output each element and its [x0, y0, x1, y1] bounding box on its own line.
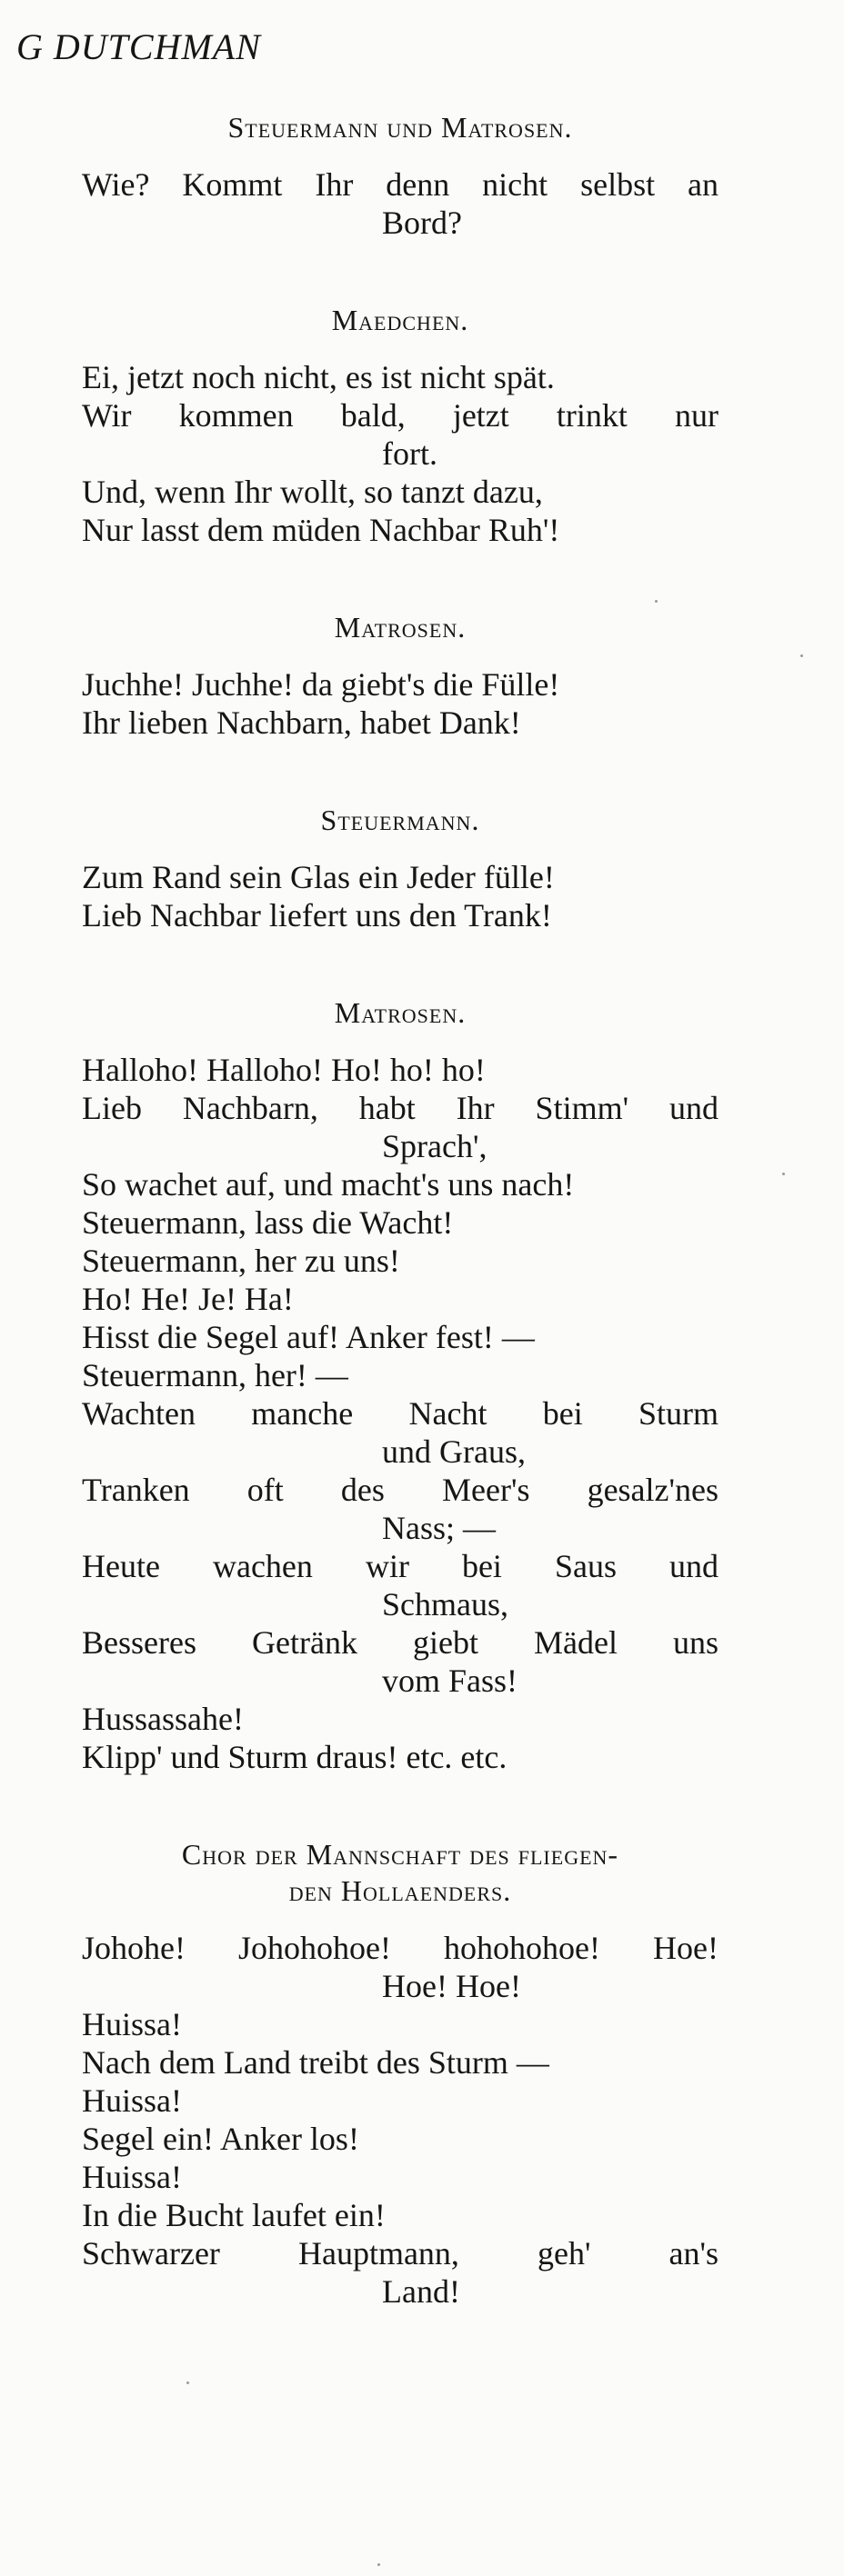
- verse-line-continuation: Land!: [382, 2273, 460, 2310]
- verse-line: Segel ein! Anker los!: [82, 2121, 359, 2157]
- verse-line: Besseres Getränk giebt Mädel uns: [82, 1624, 718, 1661]
- paper-speck: [655, 600, 658, 603]
- libretto-section: [82, 994, 718, 1776]
- paper-speck: [377, 2563, 380, 2566]
- speaker-heading: [82, 802, 718, 838]
- verse-line: Wir kommen bald, jetzt trinkt nur: [82, 397, 718, 434]
- verse-line: Huissa!: [82, 2159, 182, 2195]
- verse-line: In die Bucht laufet ein!: [82, 2197, 386, 2233]
- speaker-heading: [82, 109, 718, 145]
- speaker-heading-line: Chor der Mannschaft des fliegen-: [181, 1838, 619, 1871]
- verse-line: Nur lasst dem müden Nachbar Ruh'!: [82, 512, 560, 548]
- verse-line: Schwarzer Hauptmann, geh' an's: [82, 2235, 718, 2271]
- verse-line: Ihr lieben Nachbarn, habet Dank!: [82, 704, 521, 741]
- verse-line-continuation: vom Fass!: [382, 1662, 518, 1699]
- libretto-section: [82, 302, 718, 549]
- verse-line: Hussassahe!: [82, 1701, 244, 1737]
- speaker-heading-line: Matrosen.: [334, 996, 467, 1029]
- paper-speck: [782, 1173, 785, 1175]
- verse-line: Und, wenn Ihr wollt, so tanzt dazu,: [82, 474, 543, 510]
- verse-line-continuation: und Graus,: [382, 1433, 526, 1470]
- speaker-heading-line: Maedchen.: [331, 304, 469, 336]
- speaker-heading-line: den Hollaenders.: [288, 1874, 512, 1907]
- verse-line: Steuermann, her! —: [82, 1357, 348, 1393]
- running-head: G DUTCHMAN: [16, 26, 261, 67]
- verse-line: Ei, jetzt noch nicht, es ist nicht spät.: [82, 359, 555, 395]
- verse-line: Steuermann, lass die Wacht!: [82, 1204, 454, 1241]
- libretto-section: [82, 109, 718, 242]
- verse-line: Tranken oft des Meer's gesalz'nes: [82, 1472, 718, 1508]
- speaker-heading: [82, 609, 718, 645]
- speaker-heading-line: Matrosen.: [334, 611, 467, 644]
- verse-line-continuation: Bord?: [382, 205, 462, 241]
- verse-line: Zum Rand sein Glas ein Jeder fülle!: [82, 859, 555, 895]
- libretto-section: [82, 609, 718, 742]
- verse-line: Steuermann, her zu uns!: [82, 1243, 400, 1279]
- speaker-heading-line: Steuermann.: [320, 804, 480, 836]
- speaker-heading-line: Steuermann und Matrosen.: [227, 111, 573, 144]
- verse-line: Klipp' und Sturm draus! etc. etc.: [82, 1739, 507, 1775]
- verse-line: Wie? Kommt Ihr denn nicht selbst an: [82, 166, 718, 203]
- paper-speck: [186, 2381, 189, 2384]
- speaker-heading: [82, 302, 718, 338]
- verse-line: Hisst die Segel auf! Anker fest! —: [82, 1319, 535, 1355]
- verse-line: Lieb Nachbarn, habt Ihr Stimm' und: [82, 1090, 718, 1126]
- speaker-heading: [82, 994, 718, 1031]
- verse-line: Huissa!: [82, 2006, 182, 2042]
- verse-line: Johohe! Johohohoe! hohohohoe! Hoe!: [82, 1930, 718, 1966]
- verse-line-continuation: Schmaus,: [382, 1586, 508, 1622]
- verse-line-continuation: Hoe! Hoe!: [382, 1968, 521, 2004]
- speaker-heading: [82, 1836, 718, 1909]
- verse-line: So wachet auf, und macht's uns nach!: [82, 1166, 575, 1203]
- libretto-column: [82, 109, 718, 2371]
- libretto-section: [82, 802, 718, 934]
- verse-line: Halloho! Halloho! Ho! ho! ho!: [82, 1052, 486, 1088]
- libretto-section: [82, 1836, 718, 2311]
- verse-line-continuation: Sprach',: [382, 1128, 487, 1164]
- verse-line: Wachten manche Nacht bei Sturm: [82, 1395, 718, 1432]
- verse-line: Heute wachen wir bei Saus und: [82, 1548, 718, 1584]
- verse-line: Lieb Nachbar liefert uns den Trank!: [82, 897, 552, 934]
- verse-line-continuation: fort.: [382, 435, 437, 472]
- verse-line-continuation: Nass; —: [382, 1510, 496, 1546]
- verse-line: Ho! He! Je! Ha!: [82, 1281, 294, 1317]
- verse-line: Huissa!: [82, 2082, 182, 2119]
- verse-line: Juchhe! Juchhe! da giebt's die Fülle!: [82, 666, 560, 703]
- verse-line: Nach dem Land treibt des Sturm —: [82, 2044, 549, 2081]
- paper-speck: [800, 654, 803, 657]
